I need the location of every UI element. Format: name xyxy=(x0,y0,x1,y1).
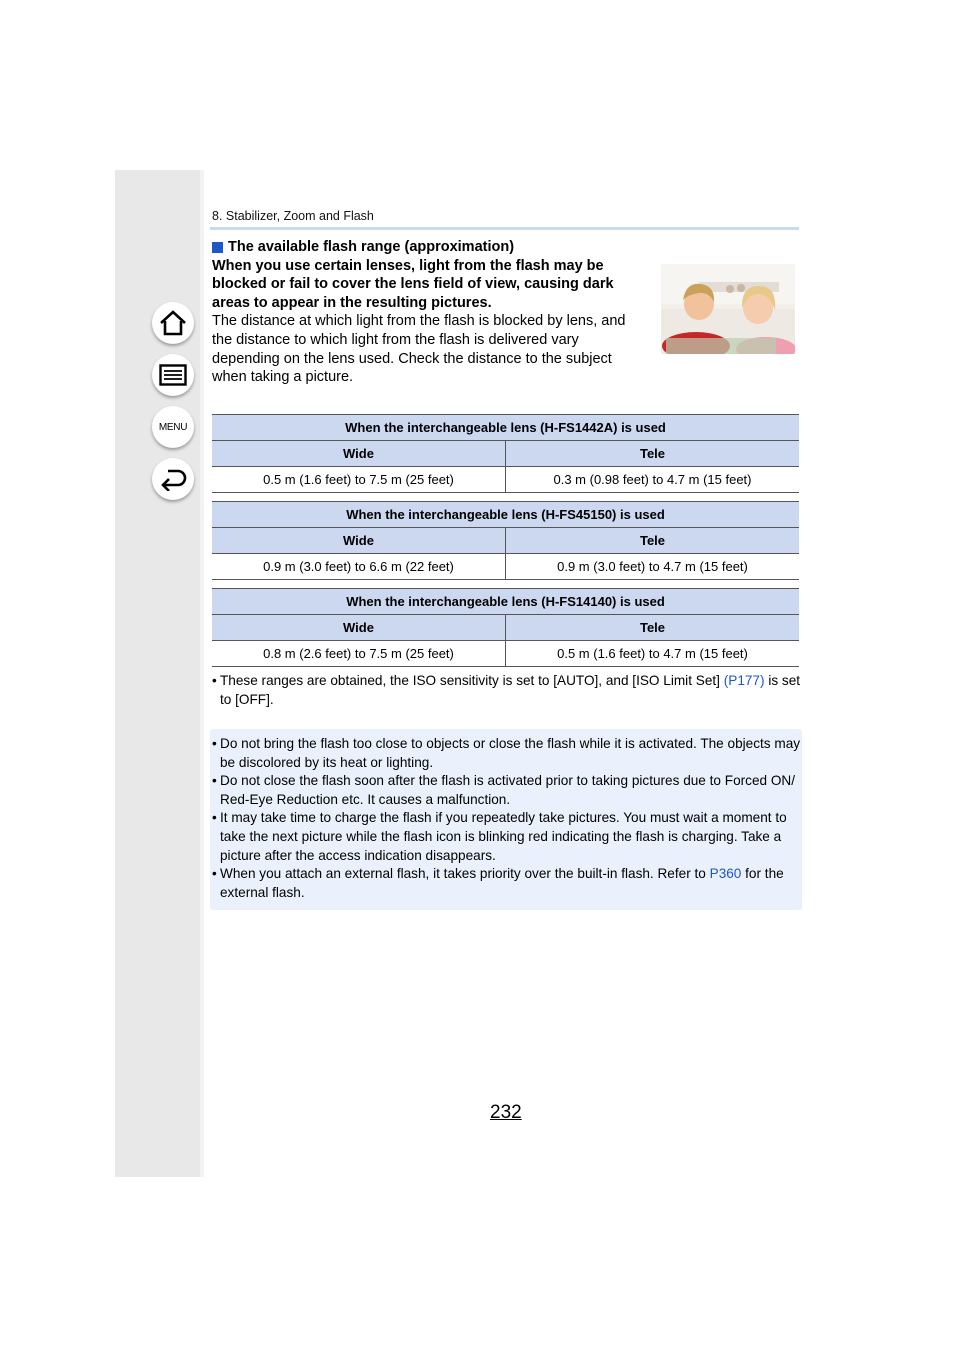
bullet: • xyxy=(212,673,217,688)
bullet: • xyxy=(212,866,217,882)
menu-button[interactable] xyxy=(152,406,194,448)
wide-range-cell: 0.5 m (1.6 feet) to 7.5 m (25 feet) xyxy=(212,467,506,493)
column-header-tele: Tele xyxy=(506,528,800,554)
square-bullet-icon xyxy=(212,242,223,253)
intro-section xyxy=(212,238,640,387)
tele-range-cell: 0.3 m (0.98 feet) to 4.7 m (15 feet) xyxy=(506,467,800,493)
bullet: • xyxy=(212,773,217,789)
note-item xyxy=(212,735,802,772)
page-number: 232 xyxy=(490,1102,522,1123)
note-item xyxy=(212,809,802,865)
back-button[interactable] xyxy=(152,458,194,500)
bullet: • xyxy=(212,810,217,826)
tele-range-cell: 0.9 m (3.0 feet) to 4.7 m (15 feet) xyxy=(506,554,800,580)
back-arrow-icon xyxy=(159,467,187,491)
header-rule xyxy=(210,227,799,230)
flash-range-tables xyxy=(212,414,799,675)
warning-text: When you use certain lenses, light from the flash may be blocked or fail to cover the lens field of view, causing dark areas to appear in the resulting pictures. xyxy=(212,257,614,311)
home-button[interactable] xyxy=(152,302,194,344)
menu-label: MENU xyxy=(158,421,188,433)
p360-link[interactable]: P360 xyxy=(709,866,742,882)
contents-button[interactable] xyxy=(152,354,194,396)
range-table-fs45150 xyxy=(212,501,799,580)
note-text-end: for the external flash. xyxy=(220,866,784,900)
table-caption: When the interchangeable lens (H-FS14140) is used xyxy=(212,589,799,615)
p177-link[interactable]: (P177) xyxy=(723,673,765,688)
footnote-text-end: is set to [OFF]. xyxy=(220,673,801,707)
note-item xyxy=(212,865,802,902)
table-caption: When the interchangeable lens (H-FS45150) is used xyxy=(212,502,799,528)
column-header-wide: Wide xyxy=(212,528,506,554)
note-text: It may take time to charge the flash if you repeatedly take pictures. You must wait a moment to take the next picture while the flash icon is blinking red indicating the flash is charging. Take a picture after the access indication disappears. xyxy=(220,810,787,863)
breadcrumb: 8. Stabilizer, Zoom and Flash xyxy=(212,209,374,223)
section-title xyxy=(212,238,640,257)
section-title-text: The available flash range (approximation) xyxy=(228,239,515,255)
body-text: The distance at which light from the flash is blocked by lens, and the distance to which light from the flash is delivered vary depending on the lens used. Check the distance to the subject when taking a picture. xyxy=(212,313,626,386)
column-header-tele: Tele xyxy=(506,441,800,467)
wide-range-cell: 0.9 m (3.0 feet) to 6.6 m (22 feet) xyxy=(212,554,506,580)
list-icon xyxy=(159,364,187,386)
footnote-text: These ranges are obtained, the ISO sensitivity is set to [AUTO], and [ISO Limit Set] xyxy=(220,673,720,688)
sidebar-divider xyxy=(200,170,204,1177)
column-header-wide: Wide xyxy=(212,441,506,467)
note-text: When you attach an external flash, it takes priority over the built-in flash. Refer to xyxy=(220,866,706,882)
range-footnote xyxy=(212,672,802,710)
children-photo xyxy=(661,264,795,354)
range-table-fs1442a xyxy=(212,414,799,493)
bullet: • xyxy=(212,736,217,751)
tele-range-cell: 0.5 m (1.6 feet) to 4.7 m (15 feet) xyxy=(506,641,800,667)
home-icon xyxy=(159,310,187,336)
note-text: Do not bring the flash too close to objects or close the flash while it is activated. The objects may be discolored by its heat or lighting. xyxy=(220,736,801,770)
note-item xyxy=(212,772,802,809)
table-caption: When the interchangeable lens (H-FS1442A) is used xyxy=(212,415,799,441)
wide-range-cell: 0.8 m (2.6 feet) to 7.5 m (25 feet) xyxy=(212,641,506,667)
note-text: Do not close the flash soon after the flash is activated prior to taking pictures due to Forced ON/ Red-Eye Reduction etc. It causes a malfunction. xyxy=(220,773,796,807)
notes-box xyxy=(210,729,802,910)
range-table-fs14140 xyxy=(212,588,799,667)
column-header-wide: Wide xyxy=(212,615,506,641)
column-header-tele: Tele xyxy=(506,615,800,641)
